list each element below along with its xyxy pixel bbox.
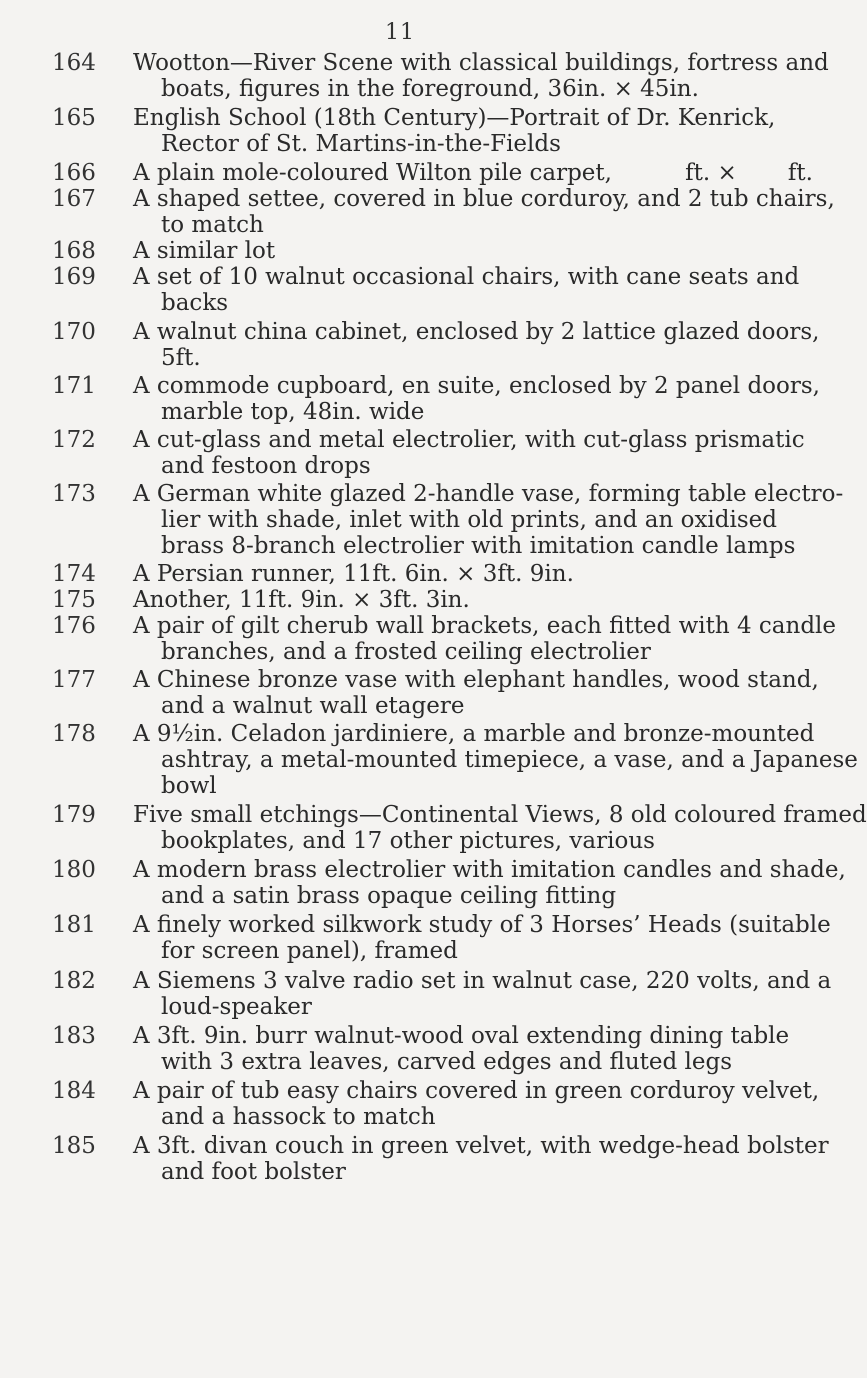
lot-number: 181	[52, 912, 96, 938]
lot-description-line: and a hassock to match	[161, 1104, 436, 1130]
lot-description-line: loud-speaker	[161, 994, 312, 1020]
lot-number: 174	[52, 561, 96, 587]
lot-number: 164	[52, 50, 96, 76]
lot-description-line: and festoon drops	[161, 453, 371, 479]
lot-number: 183	[52, 1023, 96, 1049]
lot-description-line: and foot bolster	[161, 1159, 346, 1185]
lot-number: 173	[52, 481, 96, 507]
lot-description-line: A pair of tub easy chairs covered in green corduroy velvet,	[133, 1078, 820, 1104]
lot-number: 175	[52, 587, 96, 613]
lot-description	[133, 912, 831, 964]
lot-description	[133, 427, 805, 479]
lot-description-line: with 3 extra leaves, carved edges and fluted legs	[161, 1049, 733, 1075]
lot-description-line: A finely worked silkwork study of 3 Horses’ Heads (suitable	[133, 912, 831, 938]
lot-description	[133, 613, 837, 665]
lot-description-line: boats, figures in the foreground, 36in. × 45in.	[161, 76, 699, 102]
lot-description-line: Rector of St. Martins-in-the-Fields	[161, 131, 561, 157]
lot-description-line: branches, and a frosted ceiling electrolier	[161, 639, 651, 665]
page-number: 11	[385, 20, 415, 45]
lot-description	[133, 481, 844, 559]
lot-description-line: and a satin brass opaque ceiling fitting	[161, 883, 617, 909]
lot-description-line: A similar lot	[133, 238, 276, 264]
lot-description-line: lier with shade, inlet with old prints, and an oxidised	[161, 507, 778, 533]
lot-number: 184	[52, 1078, 96, 1104]
lot-number: 169	[52, 264, 96, 290]
lot-description	[133, 587, 788, 613]
lot-description-line: A German white glazed 2-handle vase, forming table electro-	[133, 481, 844, 507]
lot-number: 185	[52, 1133, 96, 1159]
lot-description-line: Wootton—River Scene with classical buildings, fortress and	[133, 50, 829, 76]
lot-description-line: A 3ft. 9in. burr walnut-wood oval extending dining table	[133, 1023, 790, 1049]
lot-number: 167	[52, 186, 96, 212]
lot-description-line: A 9½in. Celadon jardiniere, a marble and bronze-mounted	[133, 721, 815, 747]
lot-description-line: A Chinese bronze vase with elephant handles, wood stand,	[133, 667, 819, 693]
lot-number: 166	[52, 160, 96, 186]
lot-description	[133, 667, 819, 719]
lot-description-line: Another, 11ft. 9in. × 3ft. 3in.	[133, 587, 470, 613]
lot-number: 178	[52, 721, 96, 747]
lot-description-line: brass 8-branch electrolier with imitation candle lamps	[161, 533, 796, 559]
lot-description	[133, 186, 835, 238]
lot-description-line: A pair of gilt cherub wall brackets, each fitted with 4 candle	[133, 613, 837, 639]
lot-description	[133, 1078, 820, 1130]
lot-description-line: ashtray, a metal-mounted timepiece, a vase, and a Japanese	[161, 747, 858, 773]
lot-description-line: A commode cupboard, en suite, enclosed by 2 panel doors,	[133, 373, 820, 399]
lot-description	[133, 264, 800, 316]
lot-number: 177	[52, 667, 96, 693]
lot-description	[133, 968, 832, 1020]
lot-description-line: bowl	[161, 773, 217, 799]
lot-description	[133, 160, 813, 186]
lot-description	[133, 105, 788, 157]
lot-description	[133, 1023, 788, 1075]
lot-description-line: English School (18th Century)—Portrait of Dr. Kenrick,	[133, 105, 776, 131]
lot-description-line: A plain mole-coloured Wilton pile carpet, ft. × ft.	[133, 160, 813, 186]
lot-description-line: Five small etchings—Continental Views, 8 old coloured framed	[133, 802, 867, 828]
lot-number: 176	[52, 613, 96, 639]
lot-description-line: marble top, 48in. wide	[161, 399, 425, 425]
lot-description	[133, 238, 788, 264]
lot-number: 168	[52, 238, 96, 264]
lot-description-line: 5ft.	[161, 345, 201, 371]
lot-description	[133, 50, 829, 102]
lot-description-line: A Siemens 3 valve radio set in walnut case, 220 volts, and a	[133, 968, 832, 994]
lot-number: 171	[52, 373, 96, 399]
lot-description	[133, 561, 788, 587]
lot-description-line: A Persian runner, 11ft. 6in. × 3ft. 9in.	[133, 561, 574, 587]
lot-number: 180	[52, 857, 96, 883]
lot-number: 182	[52, 968, 96, 994]
lot-description	[133, 721, 858, 799]
lot-description-line: bookplates, and 17 other pictures, various	[161, 828, 655, 854]
lot-description-line: A cut-glass and metal electrolier, with cut-glass prismatic	[133, 427, 805, 453]
lot-number: 170	[52, 319, 96, 345]
lot-number: 165	[52, 105, 96, 131]
lot-description-line: for screen panel), framed	[161, 938, 458, 964]
lot-description	[133, 857, 846, 909]
lot-description-line: A set of 10 walnut occasional chairs, with cane seats and	[133, 264, 800, 290]
lot-description	[133, 373, 820, 425]
lot-number: 172	[52, 427, 96, 453]
lot-description	[133, 802, 867, 854]
lot-description-line: and a walnut wall etagere	[161, 693, 465, 719]
lot-description	[133, 1133, 829, 1185]
lot-description	[133, 319, 820, 371]
lot-description-line: A walnut china cabinet, enclosed by 2 lattice glazed doors,	[133, 319, 820, 345]
lot-number: 179	[52, 802, 96, 828]
lot-description-line: backs	[161, 290, 229, 316]
lot-description-line: to match	[161, 212, 264, 238]
lot-description-line: A shaped settee, covered in blue corduroy, and 2 tub chairs,	[133, 186, 835, 212]
lot-description-line: A modern brass electrolier with imitation candles and shade,	[133, 857, 846, 883]
lot-description-line: A 3ft. divan couch in green velvet, with wedge-head bolster	[133, 1133, 829, 1159]
